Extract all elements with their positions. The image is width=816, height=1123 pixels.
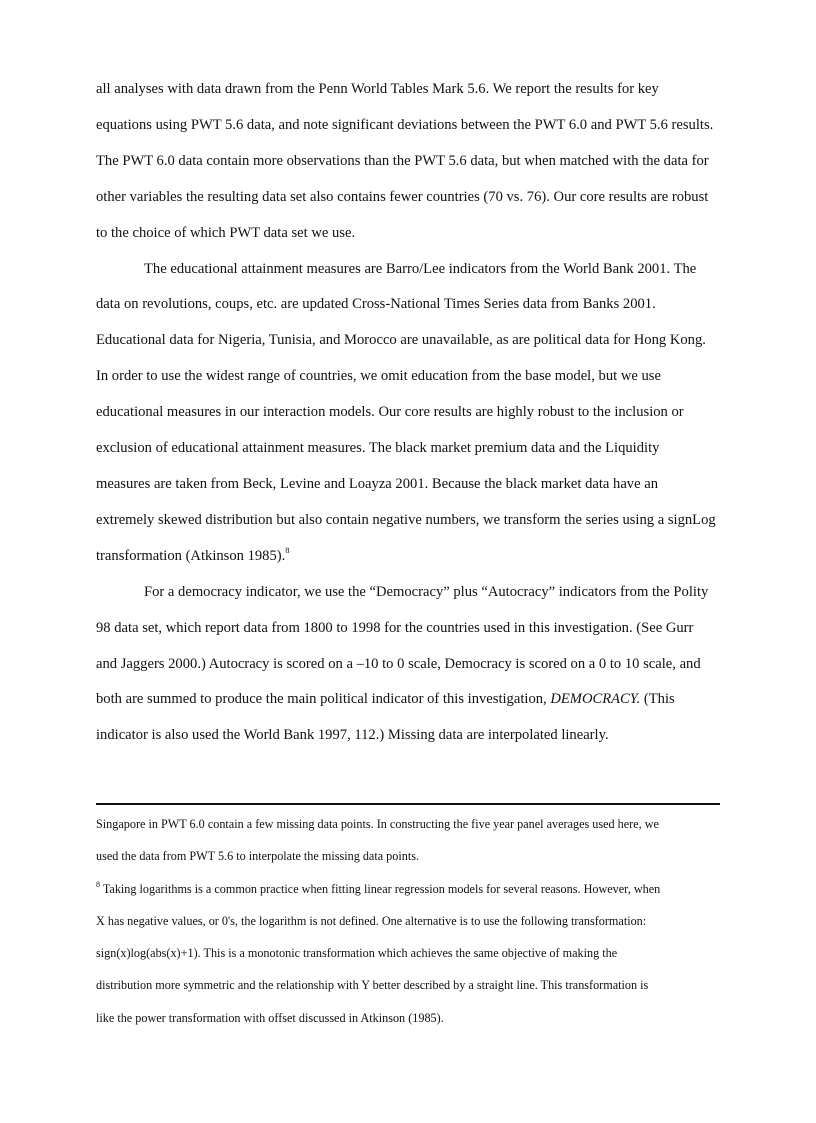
- footnote-line: used the data from PWT 5.6 to interpolate the missing data points.: [96, 849, 420, 864]
- text-line: For a democracy indicator, we use the “Democracy” plus “Autocracy” indicators from the Polity: [144, 583, 709, 600]
- text-line: The educational attainment measures are Barro/Lee indicators from the World Bank 2001. The: [144, 260, 697, 277]
- text-line: 98 data set, which report data from 1800 to 1998 for the countries used in this investigation. (See Gurr: [96, 619, 694, 636]
- text-line: transformation (Atkinson 1985).: [96, 547, 286, 564]
- text-line: Educational data for Nigeria, Tunisia, and Morocco are unavailable, as are political data for Hong Kong.: [96, 332, 706, 349]
- footnote-line: Singapore in PWT 6.0 contain a few missing data points. In constructing the five year panel averages used here, we: [96, 817, 659, 831]
- text-line: equations using PWT 5.6 data, and note significant deviations between the PWT 6.0 and PWT 5.6 results.: [96, 116, 714, 133]
- text-line: and Jaggers 2000.) Autocracy is scored on a –10 to 0 scale, Democracy is scored on a 0 to 10 scale, and: [96, 655, 701, 672]
- footnote-line: sign(x)log(abs(x)+1). This is a monotonic transformation which achieves the same objective of making the: [96, 946, 618, 961]
- text-line: indicator is also used the World Bank 1997, 112.) Missing data are interpolated linearly.: [96, 727, 609, 744]
- text-line: The PWT 6.0 data contain more observations than the PWT 5.6 data, but when matched with the data for: [96, 152, 709, 169]
- text-line: to the choice of which PWT data set we use.: [96, 224, 356, 241]
- text-line: measures are taken from Beck, Levine and Loayza 2001. Because the black market data have an: [96, 475, 659, 492]
- text-line: extremely skewed distribution but also contain negative numbers, we transform the series using a signLog: [96, 511, 716, 528]
- footnote-text: Taking logarithms is a common practice when fitting linear regression models for several reasons. However, when: [100, 881, 661, 896]
- footnote-line: distribution more symmetric and the relationship with Y better described by a straight line. This transformation is: [96, 978, 649, 993]
- footnote-8: [96, 873, 720, 1034]
- text-line: other variables the resulting data set also contains fewer countries (70 vs. 76). Our core results are robust: [96, 188, 709, 205]
- text-line: In order to use the widest range of countries, we omit education from the base model, but we use: [96, 368, 661, 385]
- footnote-divider: [96, 803, 720, 805]
- footnote-number-8: 8: [96, 879, 100, 889]
- text-segment: (This: [640, 691, 675, 708]
- footnote-continued: [96, 808, 720, 873]
- text-line: all analyses with data drawn from the Penn World Tables Mark 5.6. We report the results for key: [96, 81, 659, 97]
- paragraph-educational-attainment: [96, 252, 720, 575]
- paragraph-democracy-indicator: [96, 575, 720, 755]
- text-line: educational measures in our interaction models. Our core results are highly robust to the inclusion or: [96, 404, 684, 421]
- text-line-with-italic: [96, 682, 720, 718]
- footnote-line: [96, 873, 720, 905]
- footnotes-section: [96, 808, 720, 1034]
- footnote-line: like the power transformation with offset discussed in Atkinson (1985).: [96, 1010, 444, 1025]
- footnote-line: X has negative values, or 0's, the logarithm is not defined. One alternative is to use the following transformation:: [96, 913, 647, 928]
- text-line: data on revolutions, coups, etc. are updated Cross-National Times Series data from Banks 2001.: [96, 296, 656, 313]
- text-segment: both are summed to produce the main political indicator of this investigation,: [96, 691, 551, 708]
- text-line: exclusion of educational attainment measures. The black market premium data and the Liquidity: [96, 440, 660, 457]
- footnote-reference-8[interactable]: 8: [285, 544, 290, 555]
- page-body: [96, 72, 720, 754]
- text-line-with-footnote: [96, 539, 720, 575]
- paragraph-penn-world-tables: [96, 72, 720, 252]
- democracy-variable-name: DEMOCRACY.: [550, 691, 641, 708]
